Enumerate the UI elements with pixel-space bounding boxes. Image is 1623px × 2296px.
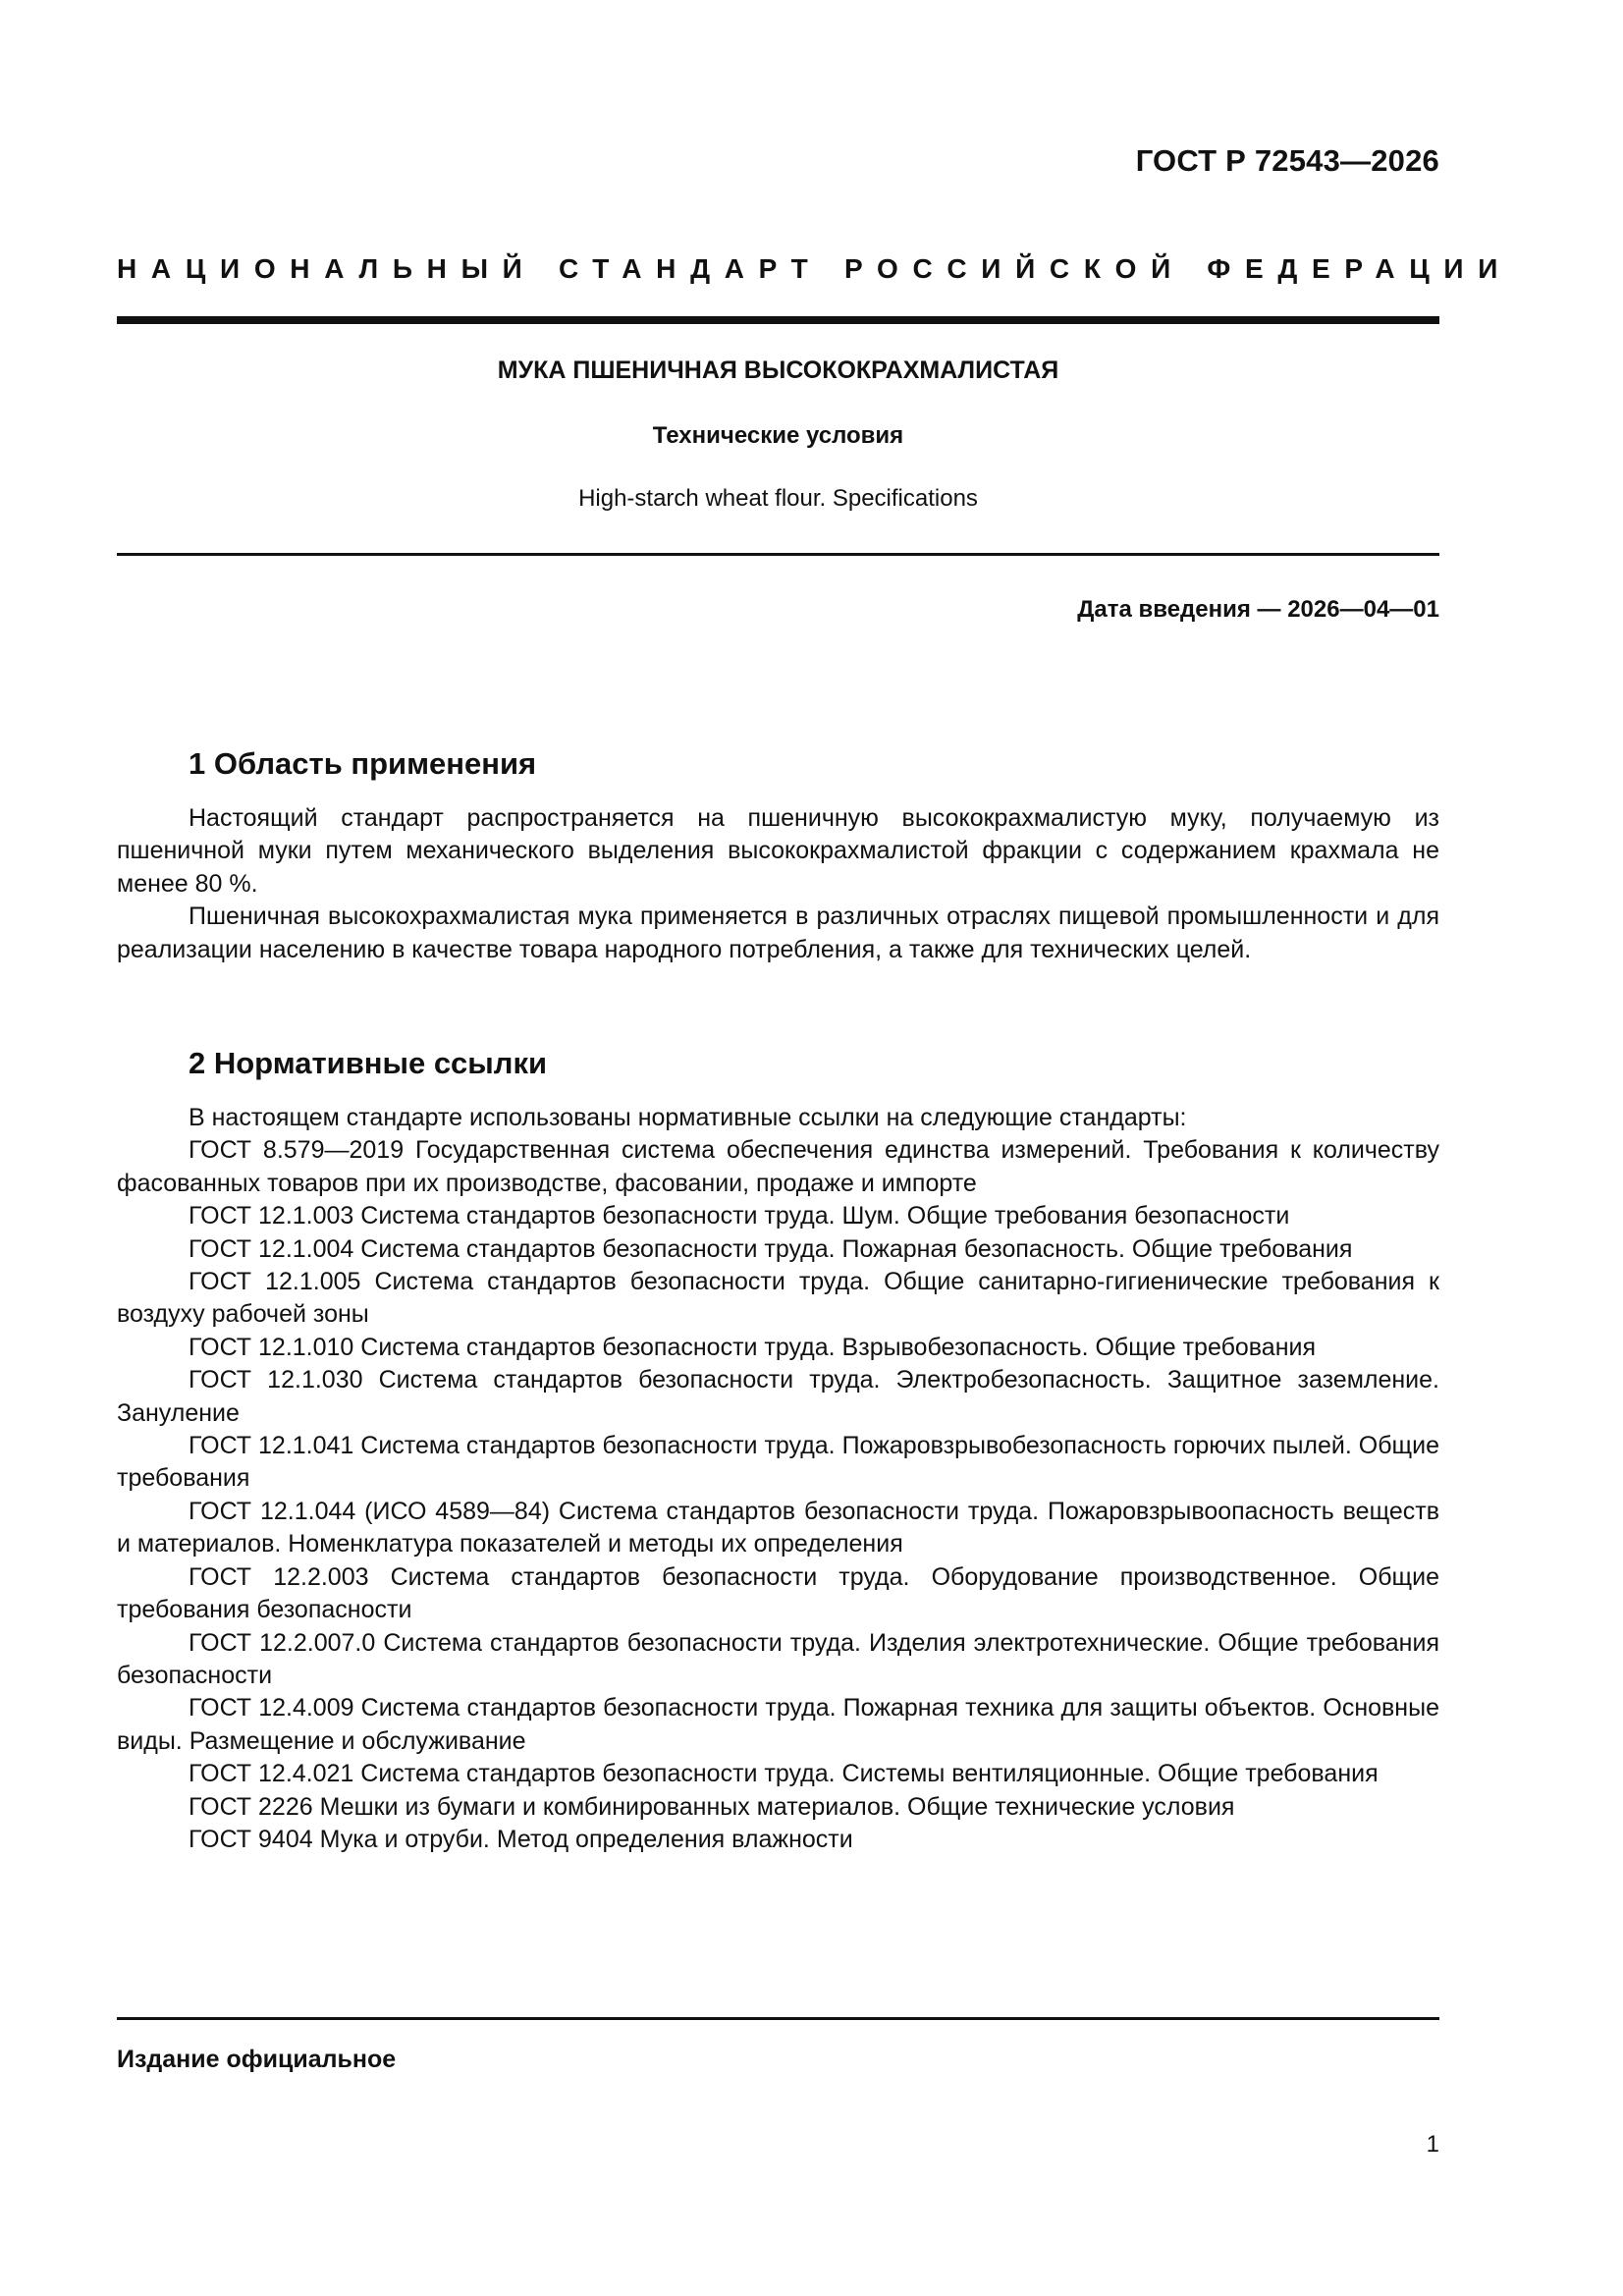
footer-divider [117, 2017, 1439, 2020]
reference-item: ГОСТ 12.2.003 Система стандартов безопасности труда. Оборудование производственное. Общие требования безопасности [117, 1562, 1439, 1624]
header-rule [117, 316, 1439, 324]
standard-number: ГОСТ Р 72543—2026 [1135, 143, 1439, 178]
reference-item: ГОСТ 12.1.041 Система стандартов безопасности труда. Пожаровзрывобезопасность горючих пылей. Общие требования [117, 1432, 1439, 1493]
reference-item: ГОСТ 2226 Мешки из бумаги и комбинированных материалов. Общие технические условия [189, 1792, 1235, 1821]
document-subtitle: Технические условия [652, 422, 904, 449]
national-standard-title: НАЦИОНАЛЬНЫЙ СТАНДАРТ РОССИЙСКОЙ ФЕДЕРАЦИИ [117, 253, 1513, 284]
document-english-title: High-starch wheat flour. Specifications [578, 485, 978, 512]
reference-item: ГОСТ 12.1.030 Система стандартов безопасности труда. Электробезопасность. Защитное заземление. Зануление [117, 1366, 1439, 1427]
reference-item: ГОСТ 12.1.004 Система стандартов безопасности труда. Пожарная безопасность. Общие требования [189, 1234, 1353, 1263]
reference-item: ГОСТ 12.1.010 Система стандартов безопасности труда. Взрывобезопасность. Общие требования [189, 1333, 1317, 1361]
document-title: МУКА ПШЕНИЧНАЯ ВЫСОКОКРАХМАЛИСТАЯ [497, 356, 1059, 384]
reference-item: ГОСТ 9404 Мука и отруби. Метод определения влажности [189, 1825, 853, 1853]
reference-item: ГОСТ 12.1.044 (ИСО 4589—84) Система стандартов безопасности труда. Пожаровзрывоопасность веществ и материалов. Номенклатура показателей и методы их определения [117, 1497, 1439, 1558]
reference-item: ГОСТ 12.2.007.0 Система стандартов безопасности труда. Изделия электротехнические. Общие требования безопасности [117, 1628, 1439, 1689]
section-2-body [117, 1102, 1439, 1856]
reference-item: ГОСТ 12.4.009 Система стандартов безопасности труда. Пожарная техника для защиты объектов. Основные виды. Размещение и обслуживание [117, 1694, 1439, 1755]
section-1-heading: 1 Область применения [189, 746, 537, 781]
official-edition-label: Издание официальное [117, 2046, 397, 2073]
section-1-paragraph: Пшеничная высокохрахмалистая мука применяется в различных отраслях пищевой промышленности и для реализации населению в качестве товара народного потребления, а также для технических целей. [117, 902, 1439, 963]
reference-item: ГОСТ 8.579—2019 Государственная система обеспечения единства измерений. Требования к количеству фасованных товаров при их производстве, фасовании, продаже и импорте [117, 1136, 1439, 1197]
reference-item: ГОСТ 12.4.021 Система стандартов безопасности труда. Системы вентиляционные. Общие требования [189, 1760, 1379, 1788]
reference-item: ГОСТ 12.1.003 Система стандартов безопасности труда. Шум. Общие требования безопасности [189, 1202, 1290, 1230]
page-number: 1 [1426, 2131, 1439, 2158]
title-divider [117, 553, 1439, 556]
introduction-date: Дата введения — 2026—04—01 [1077, 596, 1439, 623]
section-2-intro: В настоящем стандарте использованы нормативные ссылки на следующие стандарты: [189, 1104, 1187, 1131]
section-2-heading: 2 Нормативные ссылки [189, 1046, 548, 1080]
section-1-paragraph: Настоящий стандарт распространяется на пшеничную высококрахмалистую муку, получаемую из пшеничной муки путем механического выделения высококрахмалистой фракции с содержанием крахмала не менее 80 %. [117, 804, 1439, 898]
section-1-body [117, 802, 1439, 966]
reference-item: ГОСТ 12.1.005 Система стандартов безопасности труда. Общие санитарно-гигиенические требования к воздуху рабочей зоны [117, 1268, 1439, 1329]
